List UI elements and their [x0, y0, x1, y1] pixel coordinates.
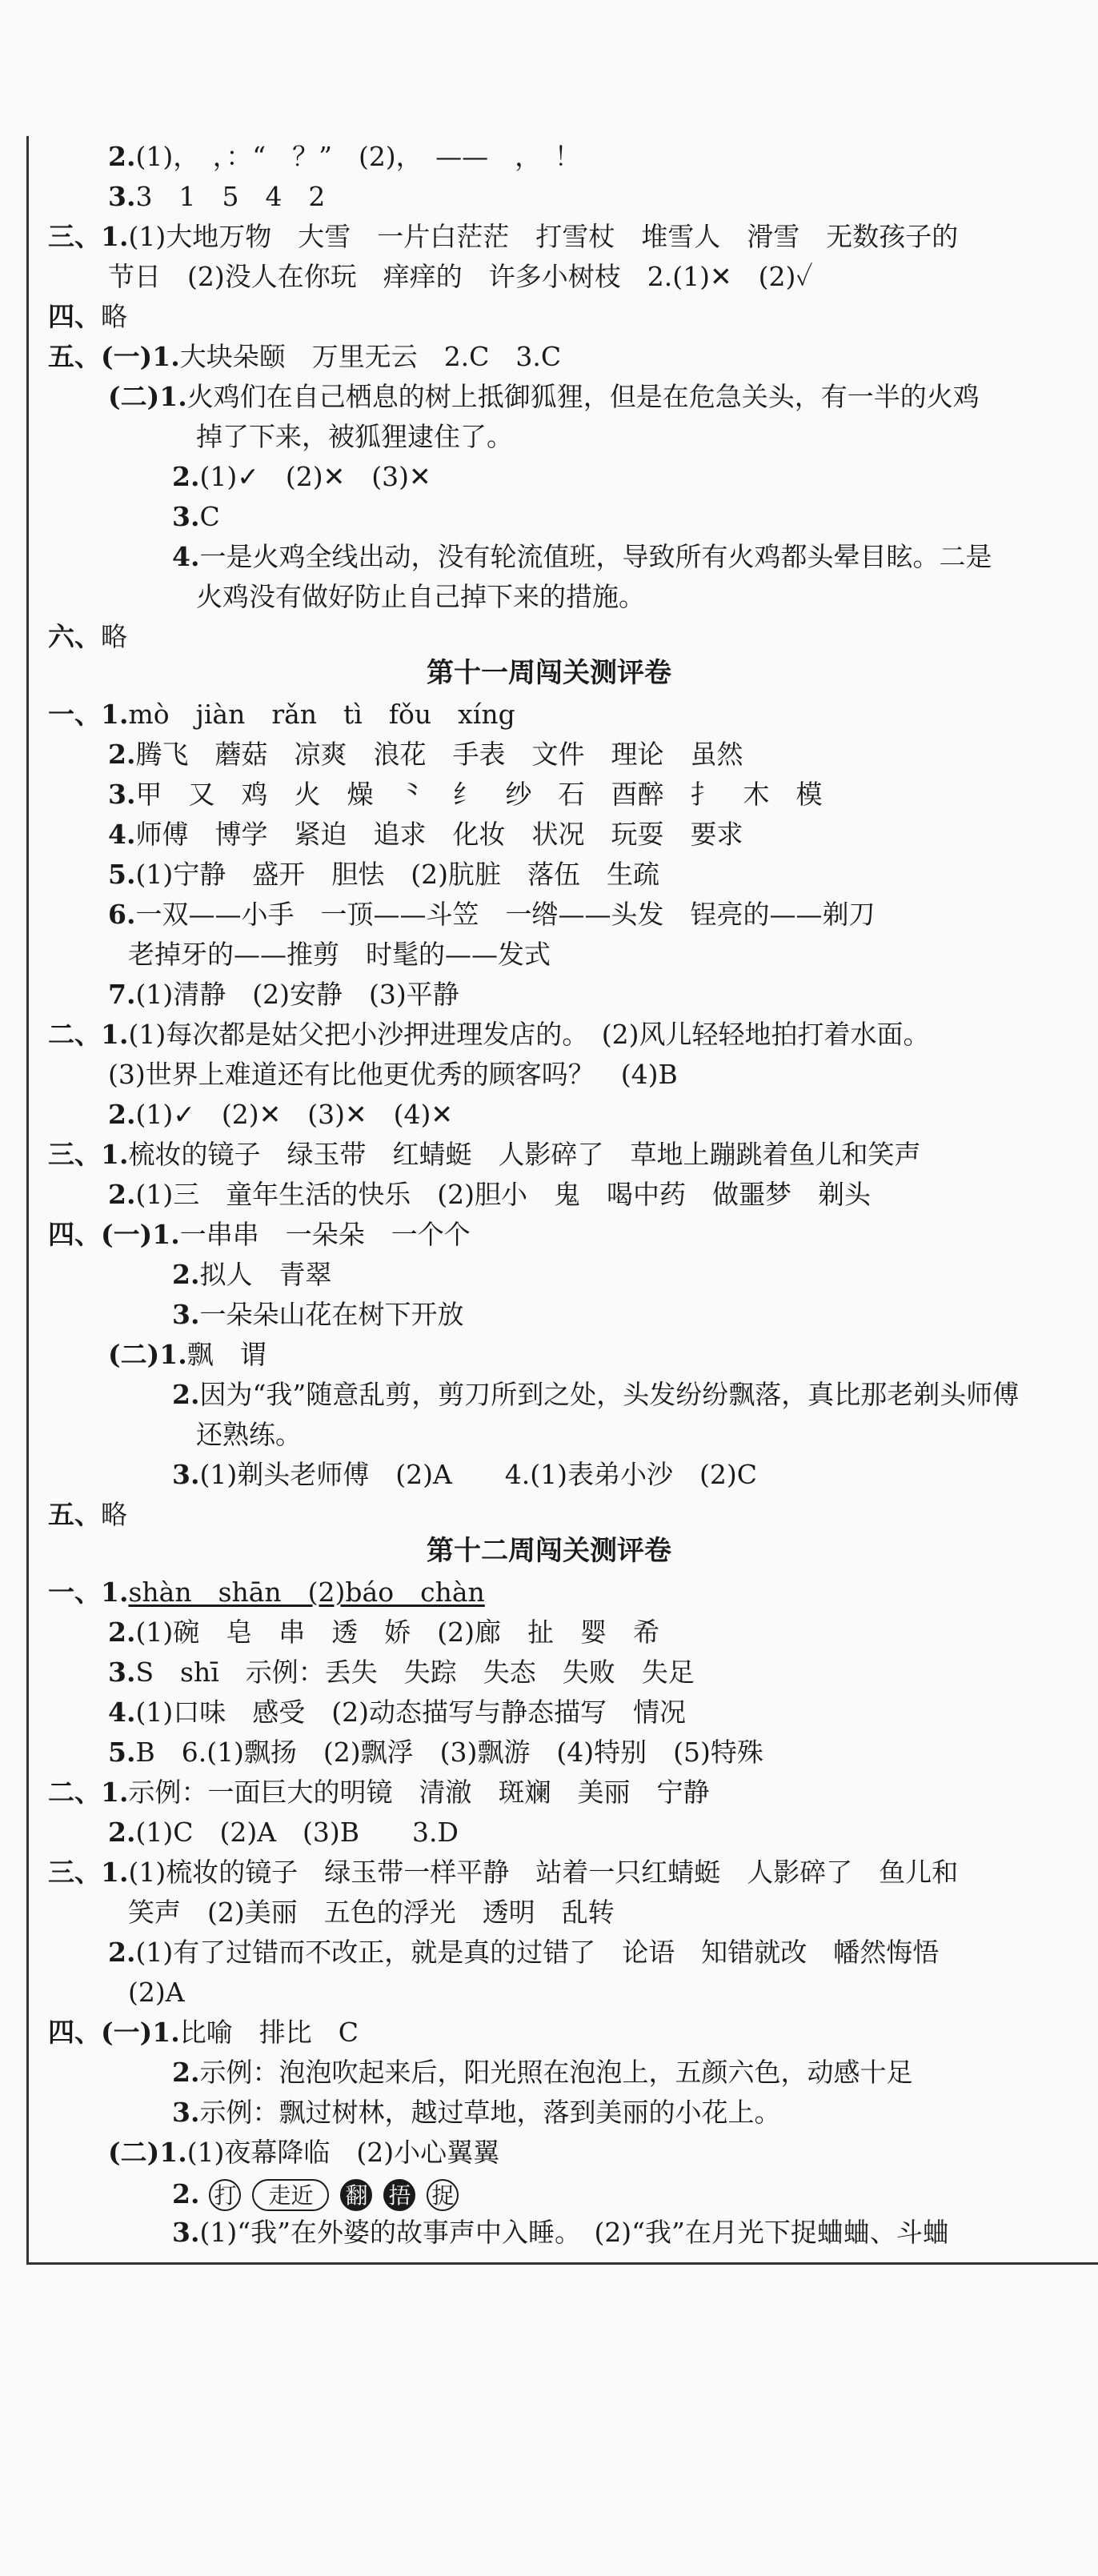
answer-line [196, 421, 513, 453]
answer-line [172, 461, 431, 493]
item-number: 2. [172, 461, 200, 492]
answer-line [108, 261, 813, 293]
answer-text: 还熟练。 [196, 1419, 302, 1450]
answer-text: (1)夜幕降临 (2)小心翼翼 [186, 2137, 500, 2168]
answer-text: (1)有了过错而不改正，就是真的过错了 论语 知错就改 幡然悔悟 [135, 1937, 940, 1968]
answer-line [108, 181, 325, 213]
answer-line [108, 1179, 871, 1211]
answer-line [48, 341, 561, 373]
answer-text: (1)口味 感受 (2)动态描写与静态描写 情况 [135, 1697, 686, 1728]
answer-line [172, 1459, 757, 1491]
answer-line [108, 739, 743, 771]
answer-text: (1)大地万物 大雪 一片白茫茫 打雪杖 堆雪人 滑雪 无数孩子的 [128, 221, 959, 252]
answer-line [172, 541, 992, 573]
circled-characters-line [172, 2177, 470, 2212]
item-number: 3. [172, 1459, 200, 1490]
item-number: 4. [108, 819, 136, 850]
answer-line [108, 1737, 763, 1769]
answer-text: 示例：一面巨大的明镜 清澈 斑斓 美丽 宁静 [128, 1777, 710, 1808]
answer-line [108, 1697, 686, 1729]
item-number: 6. [108, 899, 136, 930]
answer-text: B 6.(1)飘扬 (2)飘浮 (3)飘游 (4)特别 (5)特殊 [135, 1737, 763, 1768]
circled-character: 捂 [383, 2179, 415, 2211]
item-number: (二)1. [108, 381, 187, 412]
answer-line [172, 501, 220, 533]
answer-line [48, 2017, 359, 2049]
answer-line [108, 381, 980, 413]
answer-line [48, 1857, 958, 1889]
answer-text: 甲 又 鸡 火 燥 ⺀ 纟 纱 石 酉醉 扌 木 模 [135, 779, 823, 810]
answer-text: (1)✓ (2)✕ (3)✕ (4)✕ [135, 1099, 454, 1130]
item-number: 二、1. [48, 1777, 129, 1808]
answer-line [172, 1299, 463, 1331]
item-number: 3. [108, 181, 136, 212]
item-number: 三、1. [48, 221, 129, 252]
item-number: 三、1. [48, 1139, 129, 1170]
answer-text: (1)三 童年生活的快乐 (2)胆小 鬼 喝中药 做噩梦 剃头 [135, 1179, 871, 1210]
item-number: 2. [108, 141, 136, 172]
answer-line [196, 1419, 302, 1451]
answer-text: 示例：飘过树林，越过草地，落到美丽的小花上。 [199, 2097, 781, 2128]
circled-character: 捉 [427, 2179, 459, 2211]
answer-text: (3)世界上难道还有比他更优秀的顾客吗？ (4)B [108, 1059, 678, 1090]
answer-text: (1)清静 (2)安静 (3)平静 [135, 979, 459, 1010]
answer-text: (1)， ，：“ ？” (2)， —— ， ！ [135, 141, 581, 172]
answer-line [108, 979, 459, 1011]
item-number: (二)1. [108, 1339, 187, 1370]
section-title: 第十二周闯关测评卷 [427, 1535, 671, 1567]
answer-text: 一是火鸡全线出动，没有轮流值班，导致所有火鸡都头晕目眩。二是 [199, 541, 992, 572]
item-number: 四、(一)1. [48, 1219, 180, 1250]
answer-line [108, 1817, 459, 1849]
circled-character: 翻 [340, 2179, 372, 2211]
item-number: 五、(一)1. [48, 341, 180, 372]
item-number: 2. [108, 1617, 136, 1648]
answer-text: (1)“我”在外婆的故事声中入睡。 (2)“我”在月光下捉蛐蛐、斗蛐 [199, 2217, 949, 2248]
answer-line [108, 899, 875, 931]
answer-text: 因为“我”随意乱剪，剪刀所到之处，头发纷纷飘落，真比那老剃头师傅 [199, 1379, 1020, 1410]
item-number: 3. [172, 1299, 200, 1330]
item-number: 2. [172, 1379, 200, 1410]
answer-line [108, 1099, 453, 1131]
left-margin-rule [26, 136, 29, 2265]
answer-text: 略 [101, 621, 127, 652]
answer-line [108, 859, 659, 891]
item-number: 3. [108, 1657, 136, 1688]
item-number: 2. [172, 2178, 200, 2209]
item-number: 2. [172, 2057, 200, 2088]
answer-text: (1)✓ (2)✕ (3)✕ [199, 461, 431, 492]
item-number: 五、 [48, 1499, 101, 1530]
answer-text: C [199, 501, 220, 532]
answer-text: 师傅 博学 紧迫 追求 化妆 状况 玩耍 要求 [135, 819, 743, 850]
answer-line [128, 1977, 185, 2009]
item-number: 4. [108, 1697, 136, 1728]
answer-line [48, 699, 515, 731]
answer-line [48, 1576, 485, 1608]
item-number: 一、1. [48, 1576, 129, 1608]
answer-line [48, 221, 958, 253]
item-number: 3. [172, 2217, 200, 2248]
answer-line [48, 1499, 127, 1531]
answer-text: 拟人 青翠 [199, 1259, 332, 1290]
answer-line [48, 1139, 920, 1171]
answer-line [108, 1059, 678, 1091]
answer-text: 节日 (2)没人在你玩 痒痒的 许多小树枝 2.(1)✕ (2)✓ [108, 261, 813, 292]
answer-line [172, 2217, 949, 2249]
answer-text: (1)剃头老师傅 (2)A 4.(1)表弟小沙 (2)C [199, 1459, 757, 1490]
answer-line [172, 2097, 780, 2129]
item-number: 4. [172, 541, 200, 572]
answer-text: 老掉牙的——推剪 时髦的——发式 [128, 939, 551, 970]
answer-line [48, 1019, 929, 1051]
item-number: 四、(一)1. [48, 2017, 180, 2048]
answer-text: (1)梳妆的镜子 绿玉带一样平静 站着一只红蜻蜓 人影碎了 鱼儿和 [128, 1857, 959, 1888]
item-number: 7. [108, 979, 136, 1010]
answer-text: 3 1 5 4 2 [135, 181, 326, 212]
answer-line [196, 581, 645, 613]
item-number: 5. [108, 1737, 136, 1768]
item-number: 2. [108, 1937, 136, 1968]
answer-line [48, 621, 127, 653]
answer-line [108, 1617, 659, 1649]
answer-line [108, 141, 581, 173]
answer-text: S shī 示例：丢失 失踪 失态 失败 失足 [135, 1657, 695, 1688]
answer-text: 腾飞 蘑菇 凉爽 浪花 手表 文件 理论 虽然 [135, 739, 743, 770]
circled-character: 走近 [252, 2179, 329, 2211]
answer-line [108, 1657, 695, 1689]
item-number: (二)1. [108, 2137, 187, 2168]
item-number: 六、 [48, 621, 101, 652]
answer-text: 略 [101, 1499, 127, 1530]
item-number: 二、1. [48, 1019, 129, 1050]
answer-line [172, 1379, 1019, 1411]
answer-line [48, 1777, 709, 1809]
answer-line [172, 2057, 912, 2089]
item-number: 3. [172, 501, 200, 532]
answer-text: 笑声 (2)美丽 五色的浮光 透明 乱转 [128, 1897, 615, 1928]
item-number: 3. [108, 779, 136, 810]
answer-text: mò jiàn rǎn tì fǒu xíng [128, 699, 515, 730]
answer-text: (1)C (2)A (3)B 3.D [135, 1817, 459, 1848]
answer-line [108, 1937, 939, 1969]
answer-text: 一串串 一朵朵 一个个 [179, 1219, 471, 1250]
item-number: 2. [108, 739, 136, 770]
answer-text: 比喻 排比 C [179, 2017, 359, 2048]
answer-text: 梳妆的镜子 绿玉带 红蜻蜓 人影碎了 草地上蹦跳着鱼儿和笑声 [128, 1139, 921, 1170]
answer-line [172, 1259, 331, 1291]
answer-text: 一朵朵山花在树下开放 [199, 1299, 464, 1330]
item-number: 3. [172, 2097, 200, 2128]
item-number: 四、 [48, 301, 101, 332]
answer-text: shàn shān (2)báo chàn [128, 1576, 485, 1608]
answer-text: 示例：泡泡吹起来后，阳光照在泡泡上，五颜六色，动感十足 [199, 2057, 913, 2088]
section-title: 第十一周闯关测评卷 [427, 657, 671, 689]
answer-line [48, 1219, 471, 1251]
answer-line [128, 1897, 615, 1929]
answer-text: 掉了下来，被狐狸逮住了。 [196, 421, 513, 452]
item-number: 5. [108, 859, 136, 890]
item-number: 2. [108, 1099, 136, 1130]
answer-line [108, 1339, 266, 1371]
circled-character: 打 [209, 2179, 241, 2211]
answer-line [108, 779, 822, 811]
answer-text: 飘 谓 [186, 1339, 266, 1370]
answer-text: (1)碗 皂 串 透 娇 (2)廊 扯 婴 希 [135, 1617, 659, 1648]
answer-text: 略 [101, 301, 127, 332]
answer-text: 一双——小手 一顶——斗笠 一绺——头发 锃亮的——剃刀 [135, 899, 876, 930]
answer-text: 火鸡们在自己栖息的树上抵御狐狸，但是在危急关头，有一半的火鸡 [186, 381, 980, 412]
item-number: 2. [172, 1259, 200, 1290]
item-number: 2. [108, 1817, 136, 1848]
item-number: 2. [108, 1179, 136, 1210]
answer-line [108, 2137, 499, 2169]
answer-line [48, 301, 127, 333]
answer-text: (1)宁静 盛开 胆怯 (2)肮脏 落伍 生疏 [135, 859, 659, 890]
answer-text: 火鸡没有做好防止自己掉下来的措施。 [196, 581, 645, 612]
answer-line [108, 819, 743, 851]
answer-text: (1)每次都是姑父把小沙押进理发店的。 (2)风儿轻轻地拍打着水面。 [128, 1019, 930, 1050]
answer-line [128, 939, 551, 971]
answer-text: (2)A [128, 1977, 185, 2008]
item-number: 三、1. [48, 1857, 129, 1888]
bottom-rule [26, 2262, 1098, 2265]
item-number: 一、1. [48, 699, 129, 730]
answer-text: 大块朵颐 万里无云 2.C 3.C [179, 341, 562, 372]
